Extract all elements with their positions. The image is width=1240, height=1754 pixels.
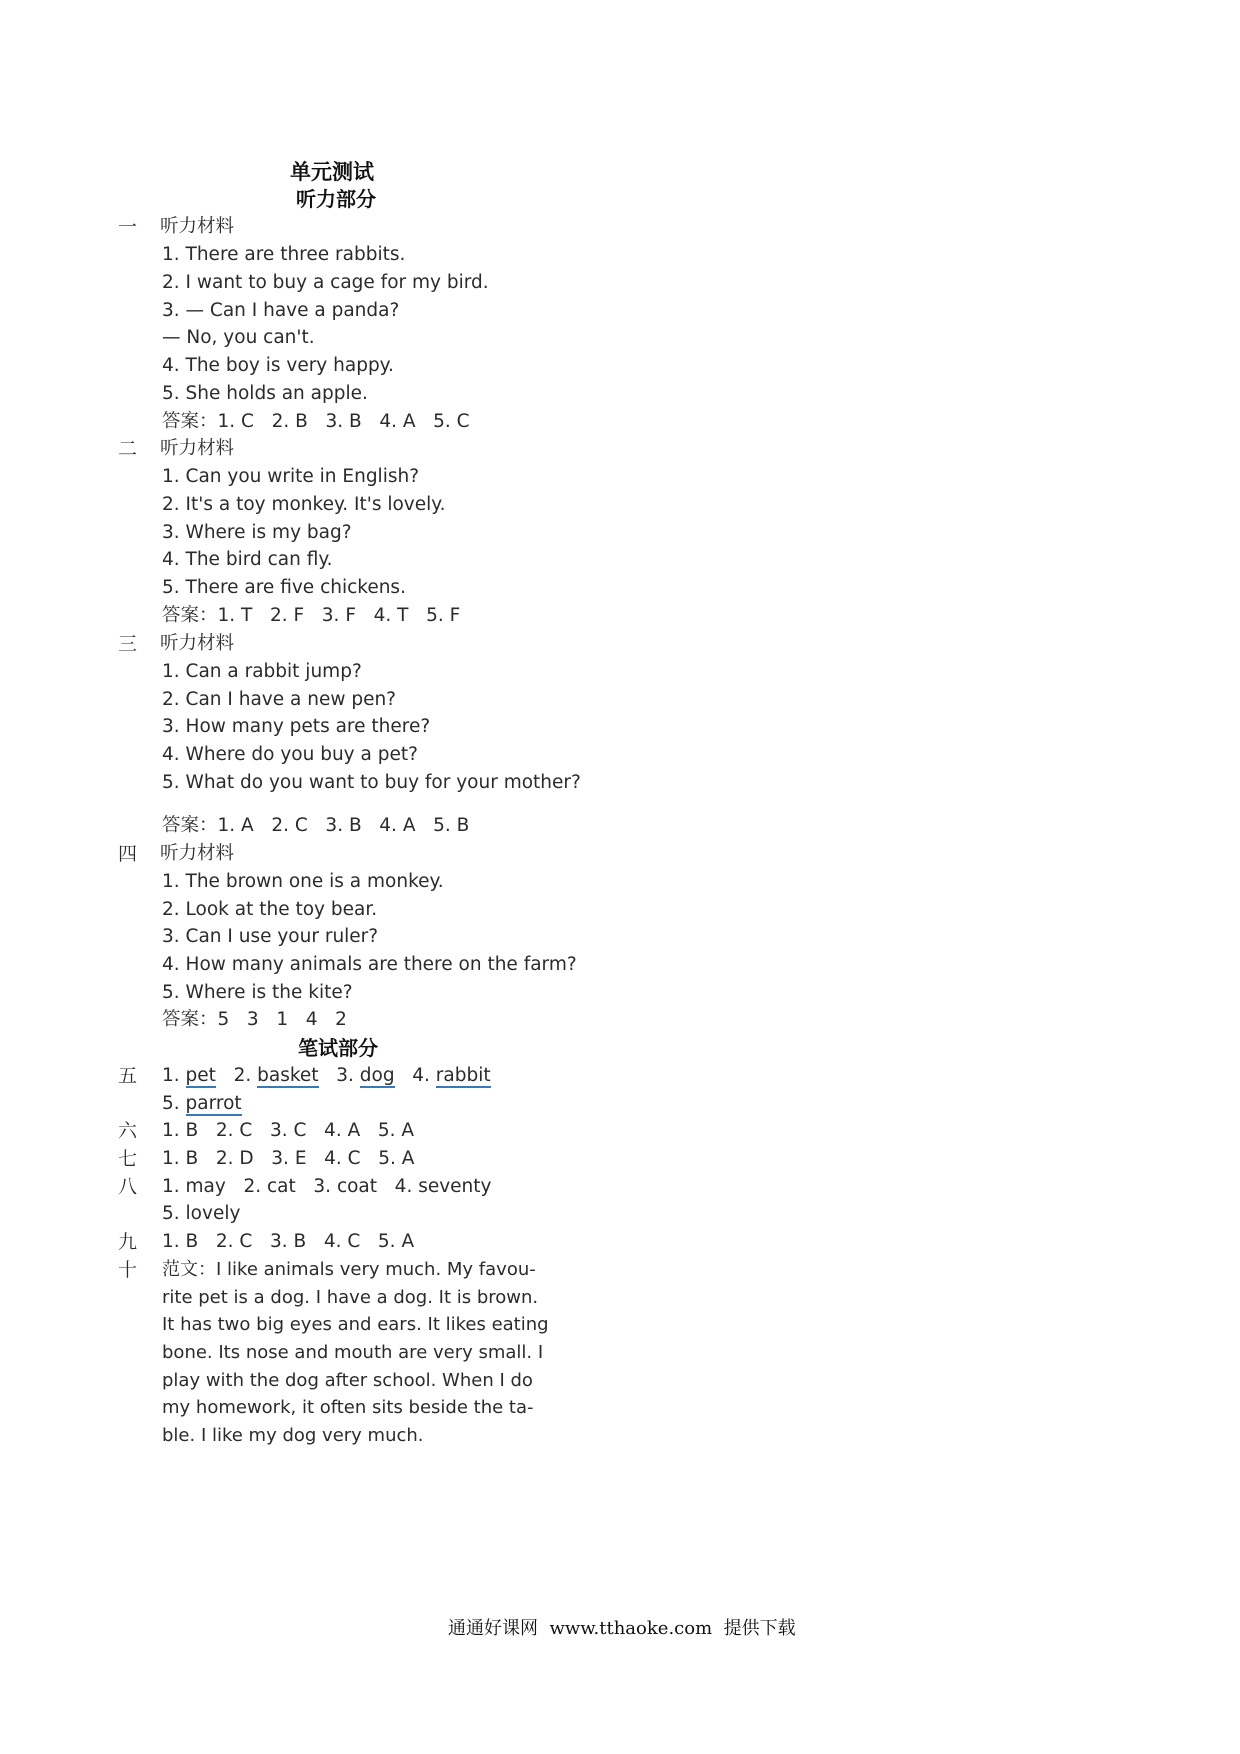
part3-line: 4. Where do you buy a pet? [162, 744, 418, 765]
part5-item-number: 3. [336, 1065, 354, 1086]
part4-line: 3. Can I use your ruler? [162, 926, 379, 947]
part6-answers: 1. B 2. C 3. C 4. A 5. A [162, 1120, 415, 1141]
part5-item-number: 2. [233, 1065, 252, 1086]
part3-label: 听力材料 [160, 633, 235, 654]
part1-label: 听力材料 [160, 216, 235, 237]
part1-line: 5. She holds an apple. [162, 383, 368, 404]
part3-line: 5. What do you want to buy for your mother? [162, 772, 581, 793]
part2-line: 4. The bird can fly. [162, 549, 333, 570]
part4-line: 5. Where is the kite? [162, 982, 353, 1003]
part2-line: 2. It's a toy monkey. It's lovely. [162, 494, 446, 515]
part2-line: 5. There are five chickens. [162, 577, 406, 598]
part5-item-number: 5. [162, 1093, 180, 1114]
part5-item-word: dog [359, 1065, 395, 1086]
part5-items [162, 1064, 491, 1088]
part8-answers: 1. may 2. cat 3. coat 4. seventy [162, 1176, 492, 1197]
essay-line: bone. Its nose and mouth are very small. I [162, 1342, 544, 1363]
part5-item-word: pet [185, 1065, 216, 1086]
part2-line: 1. Can you write in English? [162, 466, 420, 487]
part1-line: 1. There are three rabbits. [162, 244, 406, 265]
part1-line: — No, you can't. [162, 327, 315, 348]
listening-heading: 听力部分 [296, 187, 376, 211]
part3-line: 2. Can I have a new pen? [162, 689, 397, 710]
part3-line: 3. How many pets are there? [162, 716, 431, 737]
essay-line: ble. I like my dog very much. [162, 1425, 424, 1446]
essay-line: It has two big eyes and ears. It likes eating [162, 1314, 549, 1335]
essay-line: my homework, it often sits beside the ta- [162, 1397, 534, 1418]
part5-item-word: rabbit [435, 1065, 491, 1086]
part4-line: 2. Look at the toy bear. [162, 899, 378, 920]
writing-heading: 笔试部分 [298, 1036, 378, 1060]
part9-answers: 1. B 2. C 3. B 4. C 5. A [162, 1231, 415, 1252]
part9-number: 九 [118, 1231, 138, 1253]
part10-number: 十 [118, 1259, 138, 1281]
part6-number: 六 [118, 1120, 138, 1142]
part3-answer: 答案：1. A 2. C 3. B 4. A 5. B [162, 815, 470, 836]
essay-line: play with the dog after school. When I do [162, 1370, 533, 1391]
essay-line: rite pet is a dog. I have a dog. It is brown. [162, 1287, 539, 1308]
part8-number: 八 [118, 1176, 138, 1198]
part5-number: 五 [118, 1065, 138, 1087]
part2-number: 二 [118, 438, 138, 460]
part8-answers-line2: 5. lovely [162, 1203, 241, 1224]
part1-line: 2. I want to buy a cage for my bird. [162, 272, 489, 293]
part2-line: 3. Where is my bag? [162, 522, 352, 543]
part5-item-word: parrot [185, 1093, 242, 1114]
part4-line: 1. The brown one is a monkey. [162, 871, 444, 892]
part3-number: 三 [118, 633, 138, 655]
part7-answers: 1. B 2. D 3. E 4. C 5. A [162, 1148, 415, 1169]
part1-line: 4. The boy is very happy. [162, 355, 394, 376]
part1-number: 一 [118, 216, 138, 238]
part4-label: 听力材料 [160, 843, 235, 864]
part4-line: 4. How many animals are there on the farm? [162, 954, 577, 975]
part4-number: 四 [118, 843, 138, 865]
part5-items-line2 [162, 1092, 242, 1116]
part1-line: 3. — Can I have a panda? [162, 300, 400, 321]
part5-item-number: 4. [412, 1065, 430, 1086]
part5-item-word: basket [257, 1065, 319, 1086]
part2-answer: 答案：1. T 2. F 3. F 4. T 5. F [162, 605, 461, 626]
part2-label: 听力材料 [160, 438, 235, 459]
part4-answer: 答案：5 3 1 4 2 [162, 1009, 347, 1030]
page-title: 单元测试 [290, 159, 374, 184]
part3-line: 1. Can a rabbit jump? [162, 661, 362, 682]
part1-answer: 答案：1. C 2. B 3. B 4. A 5. C [162, 411, 470, 432]
essay-line: 范文：I like animals very much. My favou- [162, 1259, 536, 1280]
footer-source: 通通好课网 www.tthaoke.com 提供下载 [448, 1618, 796, 1639]
part5-item-number: 1. [162, 1065, 180, 1086]
part7-number: 七 [118, 1148, 138, 1170]
